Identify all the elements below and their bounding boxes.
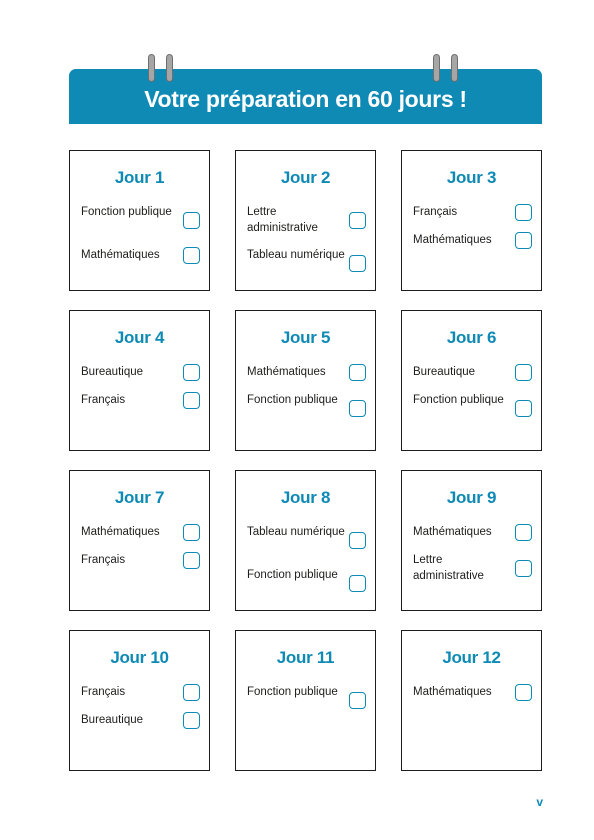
task-label: Français	[81, 394, 126, 406]
page-number: v	[536, 795, 543, 809]
task-label: Lettre administrative	[413, 554, 484, 582]
task-label: Mathématiques	[413, 526, 492, 538]
task-label: Français	[81, 554, 126, 566]
task-label: Fonction publique	[81, 206, 172, 218]
task-checkbox[interactable]	[183, 552, 200, 569]
task-label: Français	[413, 206, 458, 218]
binder-ring-icon	[451, 54, 458, 82]
day-title: Jour 2	[280, 168, 331, 187]
task-label: Bureautique	[413, 366, 476, 378]
day-title: Jour 8	[280, 488, 331, 507]
task-label: Fonction publique	[247, 394, 338, 406]
day-card	[401, 150, 542, 291]
task-label: Tableau numérique	[247, 526, 345, 538]
task-label: Mathématiques	[413, 234, 492, 246]
task-checkbox[interactable]	[349, 212, 366, 229]
day-card	[69, 150, 210, 291]
task-checkbox[interactable]	[515, 560, 532, 577]
day-title: Jour 12	[442, 648, 501, 667]
day-card	[401, 470, 542, 611]
task-checkbox[interactable]	[349, 364, 366, 381]
task-checkbox[interactable]	[515, 684, 532, 701]
day-title: Jour 1	[114, 168, 165, 187]
task-label: Bureautique	[81, 714, 144, 726]
task-label: Mathématiques	[81, 249, 160, 261]
task-checkbox[interactable]	[183, 524, 200, 541]
task-checkbox[interactable]	[349, 575, 366, 592]
task-checkbox[interactable]	[349, 532, 366, 549]
task-checkbox[interactable]	[515, 524, 532, 541]
task-checkbox[interactable]	[515, 204, 532, 221]
binder-ring-icon	[433, 54, 440, 82]
day-card	[69, 470, 210, 611]
task-label: Français	[81, 686, 126, 698]
task-label: Tableau numérique	[247, 249, 345, 261]
task-checkbox[interactable]	[183, 247, 200, 264]
page-title: Votre préparation en 60 jours !	[144, 86, 467, 112]
day-title: Jour 9	[446, 488, 497, 507]
task-checkbox[interactable]	[349, 255, 366, 272]
day-card	[401, 310, 542, 451]
task-label: Fonction publique	[247, 569, 338, 581]
day-title: Jour 5	[280, 328, 331, 347]
task-checkbox[interactable]	[349, 692, 366, 709]
day-title: Jour 7	[114, 488, 165, 507]
binder-ring-icon	[148, 54, 155, 82]
task-checkbox[interactable]	[183, 712, 200, 729]
task-label: Fonction publique	[247, 686, 338, 698]
day-card	[69, 630, 210, 771]
task-label: Mathématiques	[247, 366, 326, 378]
header-banner	[69, 69, 542, 124]
day-card	[401, 630, 542, 771]
task-label: Bureautique	[81, 366, 144, 378]
day-title: Jour 10	[110, 648, 169, 667]
task-checkbox[interactable]	[515, 232, 532, 249]
day-card	[235, 630, 376, 771]
day-title: Jour 3	[446, 168, 497, 187]
day-title: Jour 4	[114, 328, 165, 347]
task-checkbox[interactable]	[183, 212, 200, 229]
task-label: Mathématiques	[413, 686, 492, 698]
day-card	[235, 150, 376, 291]
binder-ring-icon	[166, 54, 173, 82]
task-label: Fonction publique	[413, 394, 504, 406]
day-card	[235, 310, 376, 451]
day-title: Jour 6	[446, 328, 497, 347]
task-checkbox[interactable]	[515, 364, 532, 381]
task-checkbox[interactable]	[349, 400, 366, 417]
task-checkbox[interactable]	[515, 400, 532, 417]
day-card	[69, 310, 210, 451]
task-checkbox[interactable]	[183, 684, 200, 701]
task-label: Lettre administrative	[247, 206, 318, 234]
task-label: Mathématiques	[81, 526, 160, 538]
task-checkbox[interactable]	[183, 392, 200, 409]
task-checkbox[interactable]	[183, 364, 200, 381]
day-card	[235, 470, 376, 611]
day-title: Jour 11	[276, 648, 335, 667]
